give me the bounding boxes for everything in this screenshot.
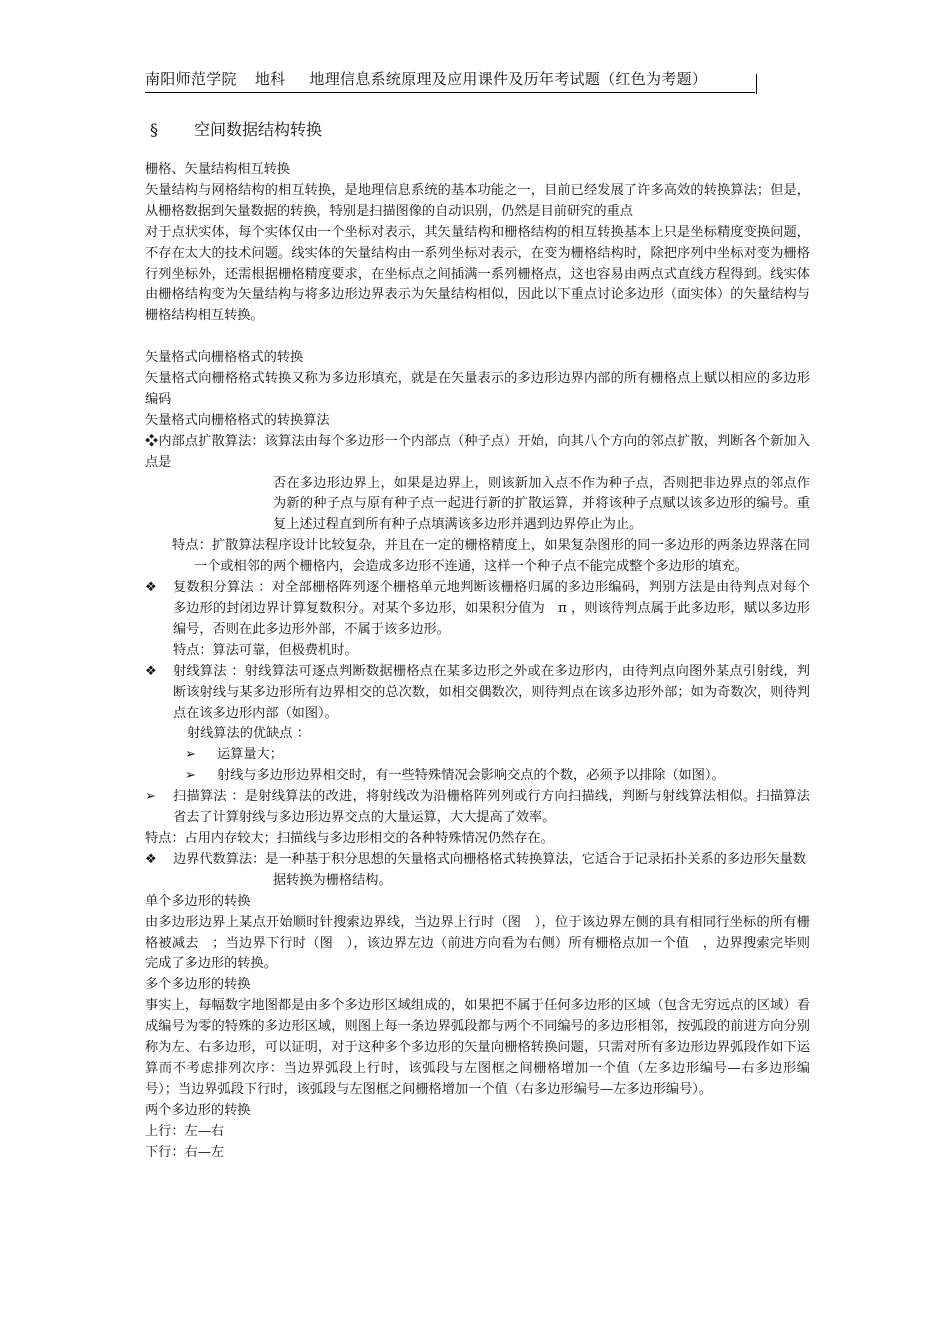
bullet-seed-fill-text: 内部点扩散算法：该算法由每个多边形一个内部点（种子点）开始，向其八个方向的邻点扩散，判断各个新加入点是 [145,433,811,470]
bullet-seed-fill [145,432,810,474]
bullet-boundary-algebra [145,850,810,871]
scan-feature: 特点：占用内存较大；扫描线与多边形相交的各种特殊情况仍然存在。 [145,830,554,846]
heading-multi-polygon: 多个多边形的转换 [145,977,251,993]
arrowhead-bullet-icon: ➢ [145,789,157,805]
rule-down: 下行：右—左 [145,1144,225,1160]
bullet-ray [145,662,810,725]
bullet-boundary-algebra-text: 边界代数算法：是一种基于积分思想的矢量格式向栅格格式转换算法，它适合于记录拓扑关系的多边形矢量数 [173,851,806,867]
ray-point-2-text: 射线与多边形边界相交时，有一些特殊情况会影响交点的个数，必须予以排除（如图）。 [217,768,725,784]
paragraph-intro: 矢量结构与网格结构的相互转换，是地理信息系统的基本功能之一，目前已经发展了许多高效的转换算法；但是，从栅格数据到矢量数据的转换，特别是扫描图像的自动识别，仍然是目前研究的重点 [145,182,810,219]
bullet-complex-integral-text: 复数积分算法 ：对全部栅格阵列逐个栅格单元地判断该栅格归属的多边形编码，判别方法是由待判点对每个多边形的封闭边界计算复数积分。对某个多边形，如果积分值为 π ，则该待判点属于此多边形，赋以多边形编号，否则在此多边形外部，不属于该多边形。 [173,580,810,637]
ray-point-1-text: 运算量大； [217,747,283,763]
section-mark: § [150,120,158,139]
header-course: 地理信息系统原理及应用课件及历年考试题（红色为考题） [309,70,708,88]
heading-single-polygon: 单个多边形的转换 [145,893,251,909]
header-rule-tick [756,74,757,94]
ray-pros-cons-title: 射线算法的优缺点 ： [187,726,310,742]
diamond-bullet-icon: ❖ [145,663,157,679]
paragraph-multi-polygon: 事实上，每幅数字地图都是由多个多边形区域组成的，如果把不属于任何多边形的区域（包含无穷远点的区域）看成编号为零的特殊的多边形区域，则图上每一条边界弧段都与两个不同编号的多边形相邻，按弧段的前进方向分别称为左、右多边形，可以证明，对于这种多个多边形的矢量向栅格转换问题，只需对所有多边形边界弧段作如下运算而不考虑排列次序：当边界弧段上行时，该弧段与左图框之间栅格增加一个值（左多边形编号—右多边形编号）；当边界弧段下行时，该弧段与左图框之间栅格增加一个值（右多边形编号—左多边形编号）。 [145,998,810,1097]
page-header [145,68,755,93]
paragraph-single-polygon: 由多边形边界上某点开始顺时针搜索边界线，当边界上行时（图 ），位于该边界左侧的具有相同行坐标的所有栅格被减去 ；当边界下行时（图 ），该边界左边（前进方向看为右侧）所有栅格点加一个值 ，边界搜索完毕则完成了多边形的转换。 [145,914,810,972]
bullet-seed-fill-cont: 否在多边形边界上，如果是边界上，则该新加入点不作为种子点，否则把非边界点的邻点作为新的种子点与原有种子点一起进行新的扩散运算，并将该种子点赋以该多边形的编号。重复上述过程直到所有种子点填满该多边形并遇到边界停止为止。 [273,475,810,533]
section-title: 空间数据结构转换 [194,120,323,139]
heading-raster-vector: 栅格、矢量结构相互转换 [145,162,291,177]
ray-point-2 [185,766,810,787]
arrowhead-bullet-icon: ➢ [185,747,197,763]
document-body [145,160,810,1163]
diamond-bullet-icon: ❖ [145,433,159,449]
arrowhead-bullet-icon: ➢ [185,768,197,784]
diamond-bullet-icon: ❖ [145,851,157,867]
paragraph-point-line: 对于点状实体，每个实体仅由一个坐标对表示，其矢量结构和栅格结构的相互转换基本上只是坐标精度变换问题，不存在太大的技术问题。线实体的矢量结构由一系列坐标对表示，在变为栅格结构时，除把序列中坐标对变为栅格行列坐标外，还需根据栅格精度要求，在坐标点之间插满一系列栅格点，这也容易由两点式直线方程得到。线实体由栅格结构变为矢量结构与将多边形边界表示为矢量结构相似，因此以下重点讨论多边形（面实体）的矢量结构与栅格结构相互转换。 [145,224,810,324]
header-school: 南阳师范学院 [145,70,237,88]
header-dept: 地科 [254,70,286,88]
heading-two-polygon: 两个多边形的转换 [145,1102,251,1118]
seed-fill-feature: 特点：扩散算法程序设计比较复杂，并且在一定的栅格精度上，如果复杂图形的同一多边形的两条边界落在同一个或相邻的两个栅格内，会造成多边形不连通，这样一个种子点不能完成整个多边形的填充。 [172,538,810,575]
bullet-complex-integral [145,578,810,641]
diamond-bullet-icon: ❖ [145,580,157,596]
bullet-scan [145,787,810,829]
blank-line [145,327,810,348]
complex-integral-feature: 特点：算法可靠，但极费机时。 [173,642,358,658]
heading-algorithms: 矢量格式向栅格格式的转换算法 [145,412,330,428]
bullet-ray-text: 射线算法 ：射线算法可逐点判断数据栅格点在某多边形之外或在多边形内，由待判点向图外某点引射线，判断该射线与某多边形所有边界相交的总次数，如相交偶数次，则待判点在该多边形外部；如为奇数次，则待判点在该多边形内部（如图）。 [173,663,810,721]
ray-point-1 [185,745,810,766]
section-heading [150,117,322,140]
bullet-boundary-algebra-cont: 据转换为栅格结构。 [273,872,392,888]
rule-up: 上行：左—右 [145,1123,225,1139]
bullet-scan-text: 扫描算法 ：是射线算法的改进，将射线改为沿栅格阵列列或行方向扫描线，判断与射线算法相似。扫描算法省去了计算射线与多边形边界交点的大量运算，大大提高了效率。 [173,789,810,826]
paragraph-polygon-fill: 矢量格式向栅格格式转换又称为多边形填充，就是在矢量表示的多边形边界内部的所有栅格点上赋以相应的多边形编码 [145,371,810,407]
heading-vector-to-raster: 矢量格式向栅格格式的转换 [145,350,304,366]
